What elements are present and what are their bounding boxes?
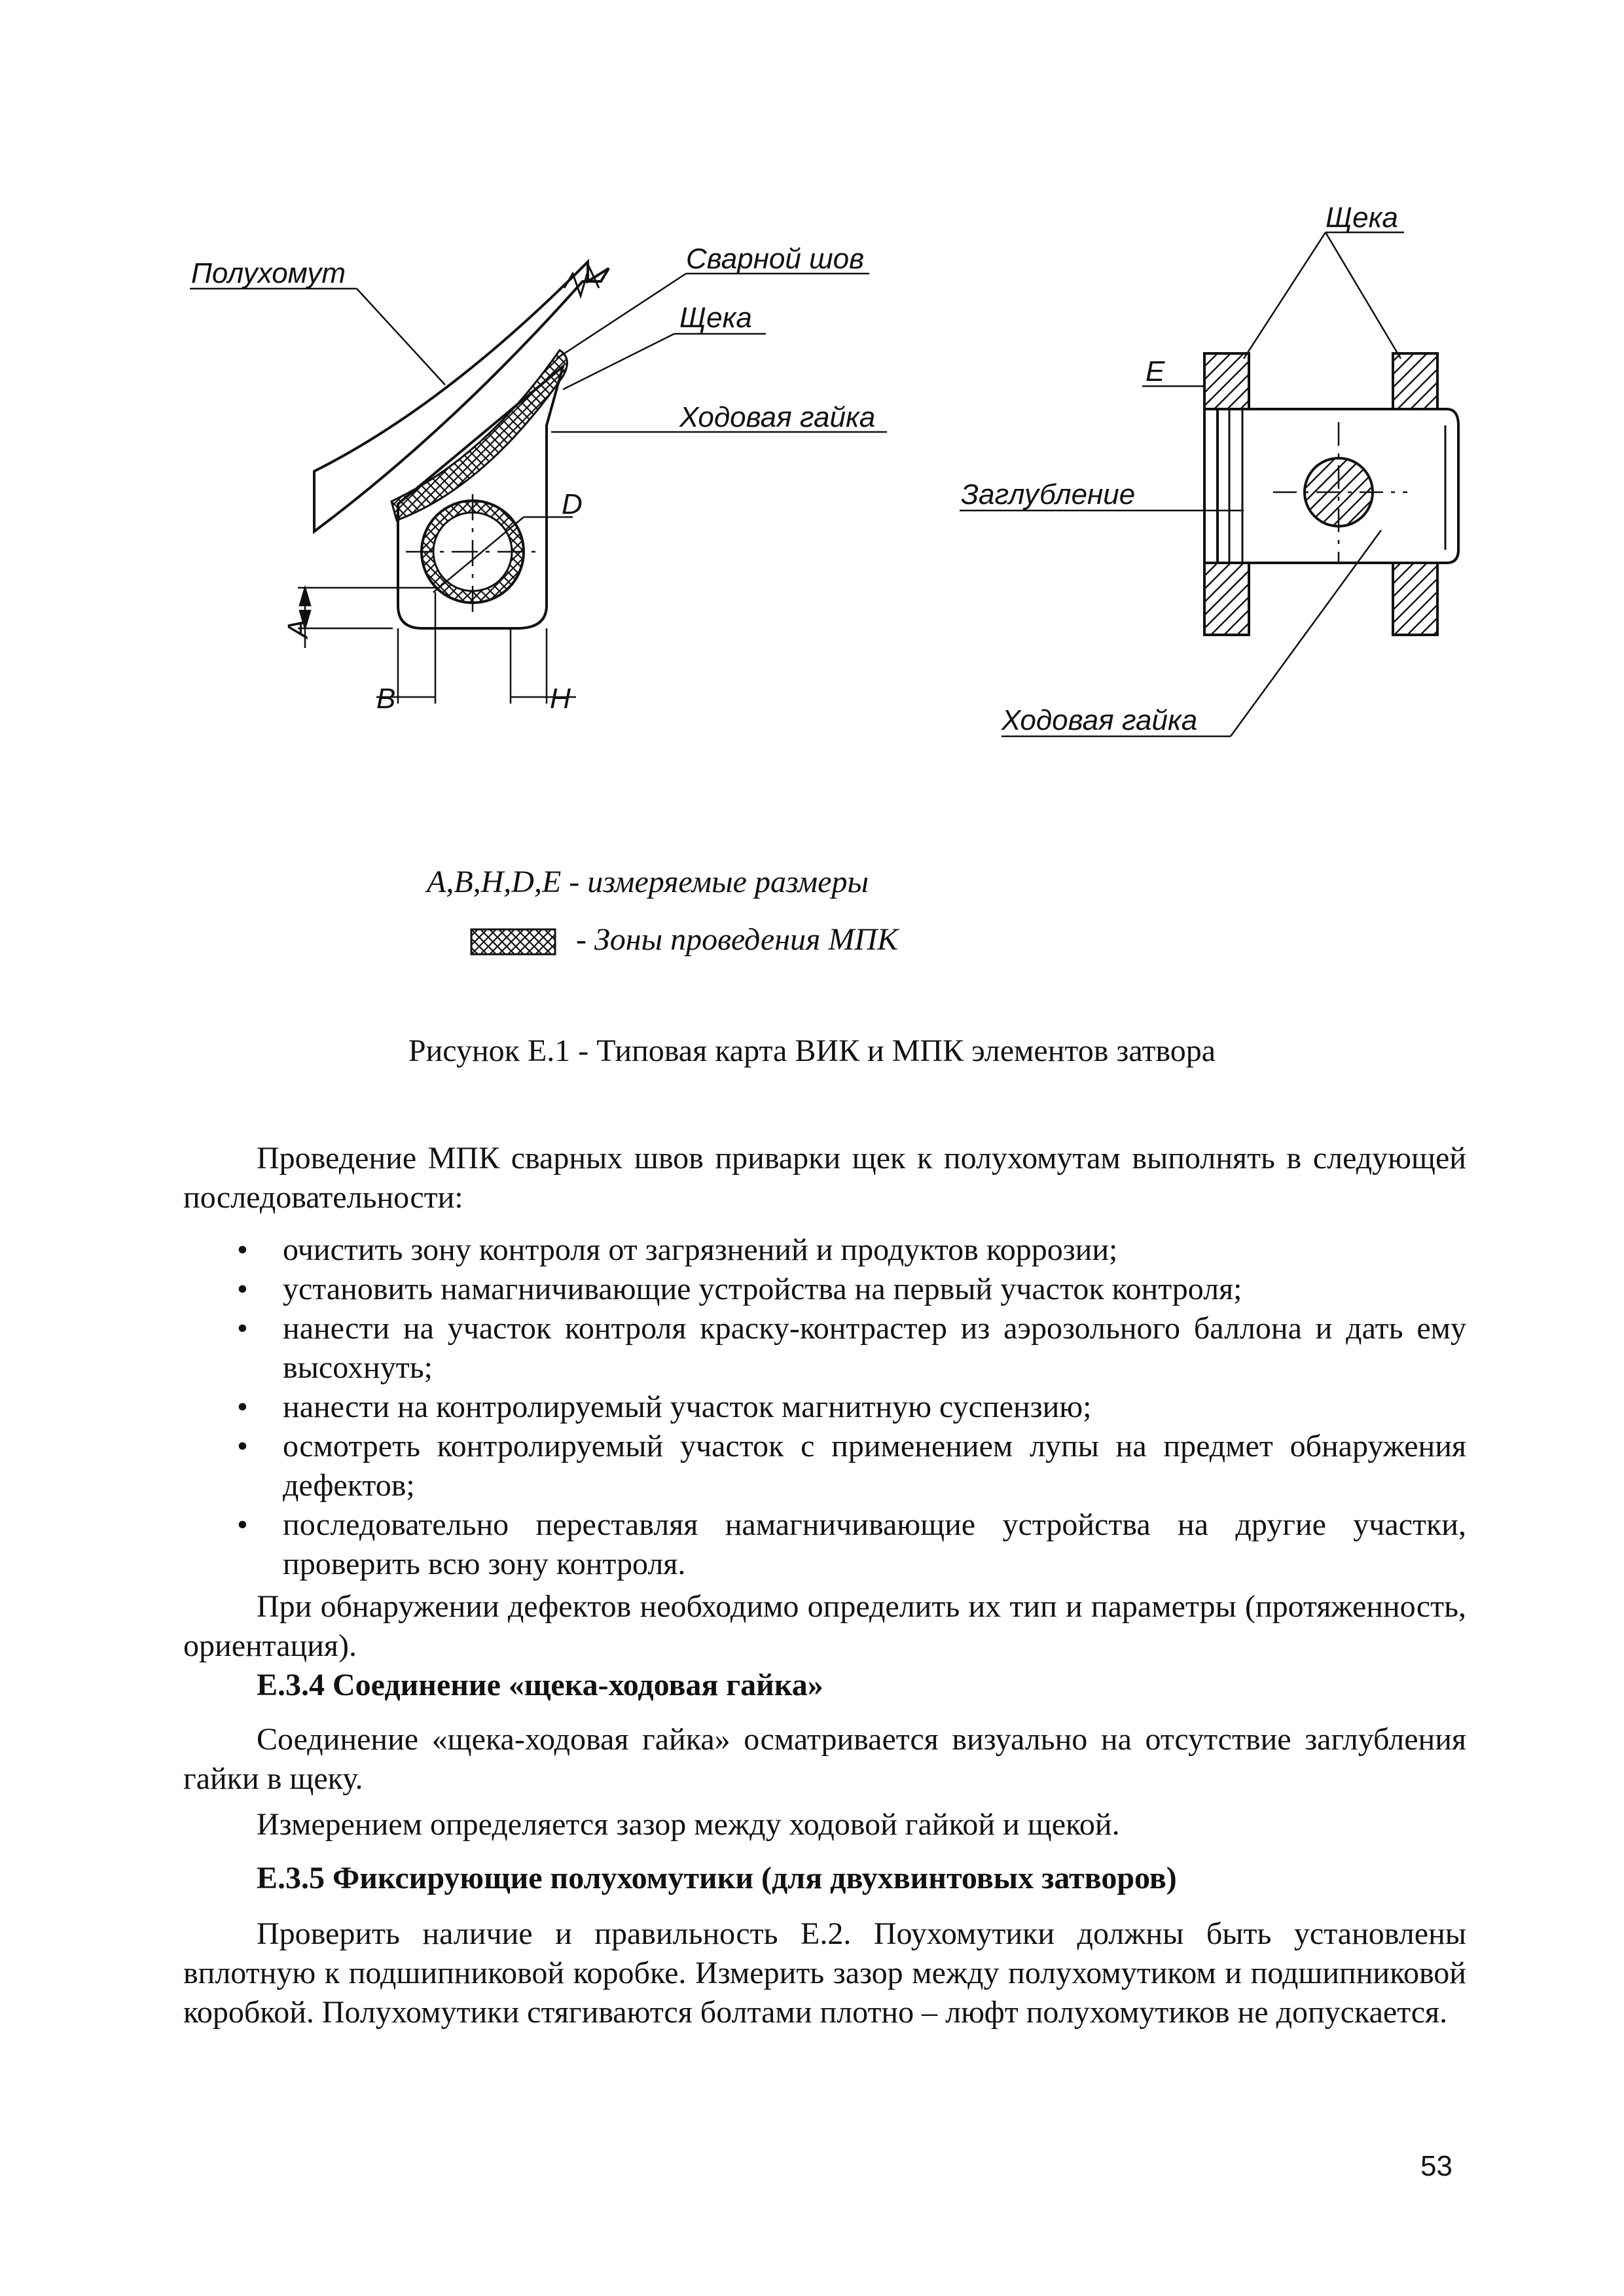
dim-label-E: E: [1146, 355, 1165, 387]
e34-paragraph-1: Соединение «щека-ходовая гайка» осматривается визуально на отсутствие заглубления гайки в щеку.: [183, 1722, 1466, 1796]
page-number: 53: [1420, 2150, 1453, 2182]
dim-label-B: B: [376, 683, 396, 715]
dim-label-D: D: [562, 488, 583, 520]
hatch-swatch-icon: [470, 928, 556, 956]
dim-label-H: H: [550, 683, 571, 715]
list-item: • установить намагничивающие устройства на первый участок контроля;: [183, 1270, 1466, 1309]
section-heading: Е.3.4 Соединение «щека-ходовая гайка»: [257, 1668, 823, 1702]
figure-caption: Рисунок Е.1 - Типовая карта ВИК и МПК элементов затвора: [408, 1033, 1216, 1068]
section-heading: Е.3.5 Фиксирующие полухомутики (для двухвинтовых затворов): [257, 1861, 1177, 1895]
procedure-list: [183, 1230, 1466, 1584]
label-recess: Заглубление: [961, 478, 1136, 511]
list-item: • осмотреть контролируемый участок с применением лупы на предмет обнаружения дефектов;: [183, 1427, 1466, 1505]
list-item: • последовательно переставляя намагничивающие устройства на другие участки, проверить всю зону контроля.: [183, 1505, 1466, 1584]
label-cheek-right: Щека: [1326, 202, 1398, 234]
label-nut-right: Ходовая гайка: [1001, 704, 1198, 736]
label-half-clamp: Полухомут: [191, 257, 346, 289]
e35-paragraph: Проверить наличие и правильность Е.2. Поухомутики должны быть установлены вплотную к подшипниковой коробке. Измерить зазор между полухомутиком и подшипниковой коробкой. Полухомутики стягиваются болтами плотно – люфт полухомутиков не допускается.: [183, 1916, 1466, 2030]
section-e35: [183, 1859, 1466, 1898]
intro-paragraph: Проведение МПК сварных швов приварки щек к полухомутам выполнять в следующей последовательности:: [183, 1141, 1466, 1215]
label-nut-left: Ходовая гайка: [679, 401, 876, 433]
section-e34: [183, 1666, 1466, 1705]
technical-drawing: [0, 0, 1624, 785]
label-cheek-left: Щека: [679, 302, 752, 334]
label-weld-seam: Сварной шов: [686, 243, 865, 275]
list-item: • нанести на контролируемый участок магнитную суспензию;: [183, 1388, 1466, 1427]
list-item: • нанести на участок контроля краску-контрастер из аэрозольного баллона и дать ему высохнуть;: [183, 1309, 1466, 1388]
legend-zones: - Зоны проведения МПК: [576, 922, 898, 957]
e34-paragraph-2: Измерением определяется зазор между ходовой гайкой и щекой.: [257, 1807, 1120, 1842]
legend-measured: A,B,H,D,E - измеряемые размеры: [427, 865, 869, 899]
dim-label-A: A: [282, 619, 314, 638]
list-item: • очистить зону контроля от загрязнений и продуктов коррозии;: [183, 1230, 1466, 1270]
defects-paragraph: При обнаружении дефектов необходимо определить их тип и параметры (протяженность, ориентация).: [183, 1589, 1466, 1663]
